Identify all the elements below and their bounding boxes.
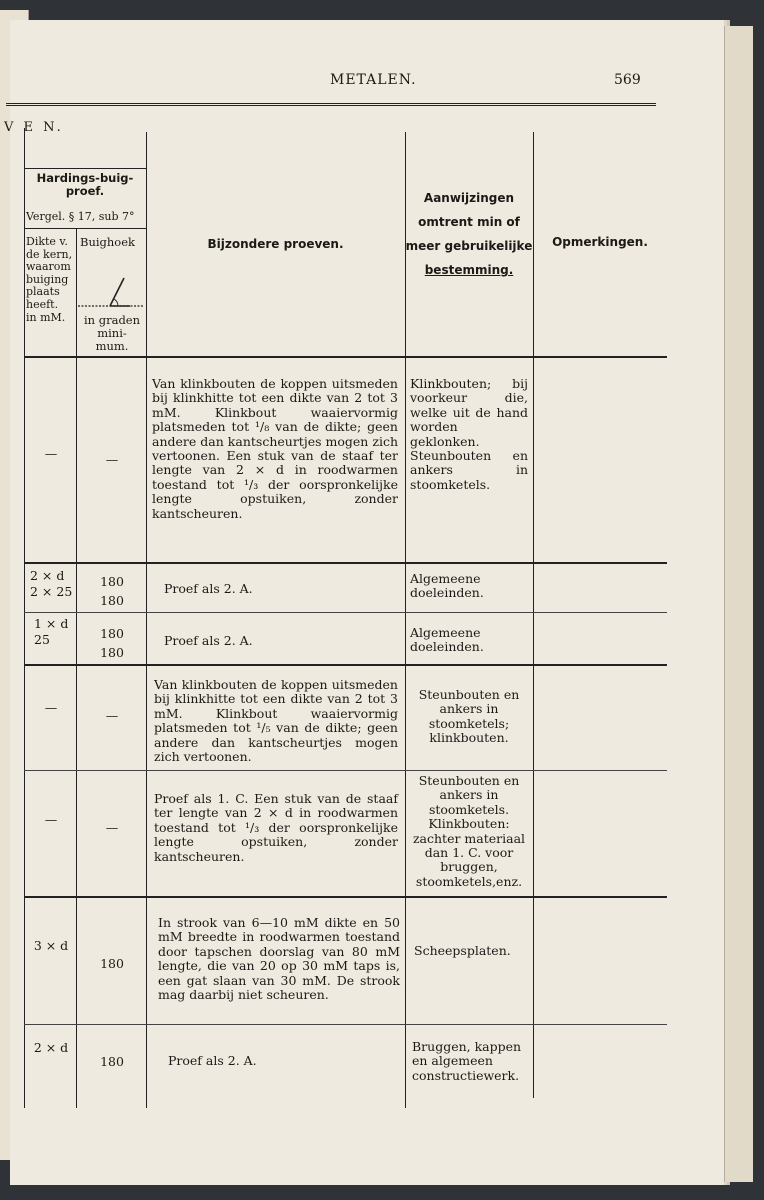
graden-header: in graden mini- mum.: [83, 313, 141, 353]
row-rule-3: [24, 664, 667, 666]
row-6-hoek: 180: [100, 956, 124, 971]
row-7-hoek: 180: [100, 1054, 124, 1069]
hardings-title: Hardings-buig- proef.: [36, 171, 134, 198]
row-1-dikte: —: [44, 446, 58, 461]
row-rule-6: [24, 1024, 667, 1025]
row-4-dikte: —: [44, 700, 58, 715]
row-7-bestemming: Bruggen, kappen en algemeen constructiewerk.: [412, 1039, 522, 1083]
header-rule: [6, 103, 656, 106]
column-group-label: V E N.: [4, 120, 64, 135]
row-4-proeven: Van klinkbouten de koppen uitsmeden bij klinkhitte tot een dikte van 2 tot 3 mM. Klinkbout waaiervormig platsmeden tot ¹/₅ van de dikte; geen andere dan kantscheurtjes mogen zich vertoonen.: [154, 677, 398, 765]
page-number: 569: [614, 72, 641, 88]
aanwijzingen-header: Aanwijzingen omtrent min of meer gebruikelijke bestemming.: [405, 191, 533, 277]
row-6-dikte: 3 × d: [33, 938, 69, 953]
page-stack-edge: [724, 26, 753, 1182]
row-2-dikte: 2 × d 2 × 25: [30, 568, 73, 599]
header-bottom-rule: [24, 356, 667, 358]
row-4-hoek: —: [105, 708, 119, 723]
row-7-proeven: Proef als 2. A.: [168, 1053, 257, 1068]
running-head: METALEN.: [330, 72, 417, 88]
row-2-bestemming: Algemeene doeleinden.: [410, 571, 484, 601]
col-rule-hoek: [146, 132, 147, 1108]
col-rule-left: [24, 128, 25, 1108]
row-5-dikte: —: [44, 812, 58, 827]
row-3-dikte: 1 × d 25: [34, 616, 69, 647]
row-1-hoek: —: [105, 452, 119, 467]
row-7-dikte: 2 × d: [33, 1040, 69, 1055]
row-rule-4: [24, 770, 667, 771]
bend-angle-diagram: [76, 272, 146, 312]
row-5-bestemming: Steunbouten en ankers in stoomketels. Klinkbouten: zachter materiaal dan 1. C. voor bruggen, stoomketels,enz.: [412, 773, 526, 889]
row-3-bestemming: Algemeene doeleinden.: [410, 625, 484, 655]
row-5-hoek: —: [105, 820, 119, 835]
row-6-bestemming: Scheepsplaten.: [414, 943, 511, 958]
row-2-proeven: Proef als 2. A.: [164, 581, 253, 596]
header-sub-rule: [24, 228, 146, 229]
buighoek-header: Buighoek: [80, 235, 136, 249]
row-4-bestemming: Steunbouten en ankers in stoomketels; klinkbouten.: [418, 687, 520, 746]
row-rule-5: [24, 896, 667, 898]
row-rule-1: [24, 562, 667, 564]
row-1-bestemming: Klinkbouten; bij voorkeur die, welke uit de hand worden geklonken. Steunbouten en ankers in stoomketels.: [410, 376, 528, 492]
bijzondere-proeven-header: Bijzondere proeven.: [207, 237, 344, 251]
opmerkingen-header: Opmerkingen.: [552, 235, 648, 249]
header-top-rule: [24, 168, 146, 169]
row-3-hoek: 180 180: [100, 626, 124, 660]
row-2-hoek: 180 180: [100, 574, 124, 608]
hardings-reference: Vergel. § 17, sub 7°: [26, 210, 135, 223]
row-5-proeven: Proef als 1. C. Een stuk van de staaf ter lengte van 2 × d in roodwarmen toestand tot ¹/₃ der oorspronkelijke lengte opstuiken, zonder kantscheuren.: [154, 791, 398, 864]
row-rule-2: [24, 612, 667, 613]
dikte-header: Dikte v. de kern, waarom buiging plaats heeft. in mM.: [26, 235, 73, 324]
col-rule-dikte: [76, 228, 77, 1108]
row-6-proeven: In strook van 6—10 mM dikte en 50 mM breedte in roodwarmen toestand door tapschen doorslag van 80 mM lengte, die van 20 op 30 mM taps is, een gat slaan van 30 mM. De strook mag daarbij niet scheuren.: [158, 915, 400, 1003]
row-3-proeven: Proef als 2. A.: [164, 633, 253, 648]
row-1-proeven: Van klinkbouten de koppen uitsmeden bij klinkhitte tot een dikte van 2 tot 3 mM. Klinkbout waaiervormig platsmeden tot ¹/₈ van de dikte; geen andere dan kantscheurtjes mogen zich vertoonen. Een stuk van de staaf ter lengte van 2 × d in roodwarmen toestand tot ¹/₃ der oorspronkelijke lengte opstuiken, zonder kantscheuren.: [152, 376, 398, 521]
